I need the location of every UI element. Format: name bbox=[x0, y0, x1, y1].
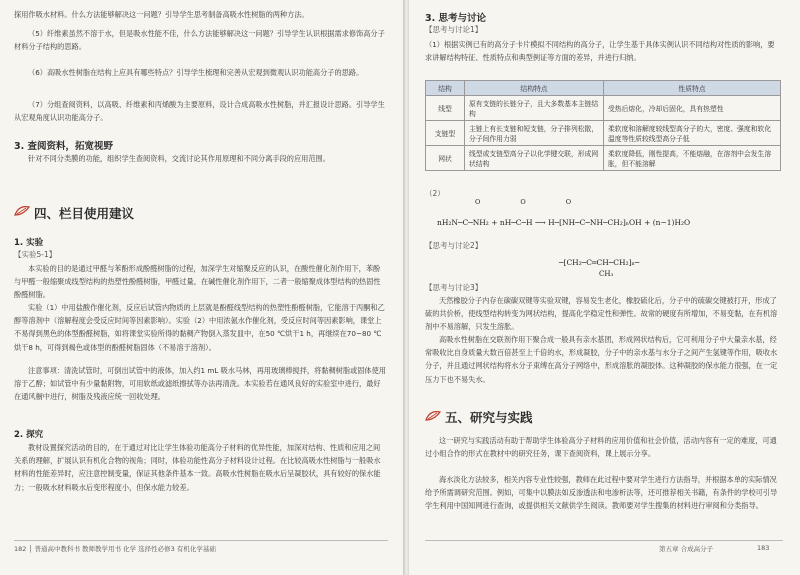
sub1-tag: 【实验5-1】 bbox=[14, 250, 57, 259]
left-footer: 182 │ 普通高中教科书 教师教学用书 化学 选择性必修3 有机化学基础 bbox=[14, 545, 216, 553]
think3-tag: 【思考与讨论3】 bbox=[425, 283, 483, 292]
think3-para-2: 高吸水性树脂在交联剂作用下聚合成一般具有亲水基团，形成网状结构后，它可利用分子中大量亲水基，经常吸收比自身质量大数百倍甚至上千倍的水，形成凝胶，分子中的亲水基与水分子之间产生氢键等作用，吸收水分子，并且通过网状结构将水分子束缚在高分子网络中，形成溶胀的凝胶体。这种凝胶的保水能力很强，在一定压力下也不易失水。 bbox=[425, 335, 778, 384]
formula2-sub: CH₃ bbox=[599, 270, 614, 278]
left-para-4: （7）分组查阅资料，以高吸、纤维素和丙烯酸为主要原料，设计合成高吸水性树脂，并汇报设计思路。引导学生从宏观角度认识功能高分子。 bbox=[14, 100, 385, 123]
sec4-title: 四、栏目使用建议 bbox=[34, 206, 135, 221]
sub1-para-3: 注意事项：清洗试管时，可倒出试管中的液体，加入约1 mL 吸水马林，再用玻璃棒搅拌，将黏稠树脂或固体使用溶于乙醇；如试管中有少量黏附物，可用软纸或滤纸擦拭等办法再清洗。本实验若在通风良好的实验室中进行，最好在通风橱中进行，树脂及残液应统一回收处理。 bbox=[14, 366, 386, 402]
q2-label: （2） bbox=[425, 189, 445, 198]
think1-tag: 【思考与讨论1】 bbox=[425, 25, 483, 34]
think1-para: （1）根据实例已有的高分子卡片模拟不同结构的高分子，让学生基于具体实例认识不同结构对性质的影响，要求讲解结构特征、性质特点和典型例证等方面的差异，并进行归纳。 bbox=[425, 40, 775, 63]
left-para-2: （5）纤维素虽然不溶于水，但是吸水性能不佳，什么方法能够解决这一问题？引导学生认识根据需求修饰高分子材料分子结构的思路。 bbox=[14, 29, 385, 52]
table-header-cell: 结构 bbox=[426, 81, 465, 96]
right-footer-rule bbox=[425, 540, 783, 541]
table-row bbox=[426, 96, 781, 121]
table-row bbox=[426, 146, 781, 171]
table-row bbox=[426, 121, 781, 146]
table-cell: 主链上有长支链和短支链，分子排列松散，分子间作用力弱 bbox=[465, 121, 604, 146]
think2-tag: 【思考与讨论2】 bbox=[425, 241, 483, 250]
think-section-title: 3. 思考与讨论 bbox=[425, 13, 487, 24]
table-cell: 柔软度降低，刚性提高，不能熔融，在溶剂中会发生溶胀，但不能溶解 bbox=[604, 146, 781, 171]
right-page bbox=[409, 0, 800, 575]
section-leaf-icon bbox=[425, 410, 441, 422]
left-para-3: （6）高吸水性树脂在结构上应具有哪些特点？引导学生梳理和完善从宏观到微观认识功能高分子的思路。 bbox=[28, 68, 364, 77]
right-footer-chapter: 第五章 合成高分子 bbox=[659, 545, 714, 553]
formula1-carbonyl: OOO bbox=[475, 198, 612, 206]
think3-para-1: 天然橡胶分子内存在碳碳双键等实验双键，容易发生老化，橡胶硫化后，分子中的硫碳交键被打开，形成了硫的共价桥，使线型结构转变为网状结构，提高化学稳定性和弹性。故常的硬度有所增加，不易变黏，在有机溶剂中不易溶解，只发生溶胀。 bbox=[425, 296, 778, 332]
table-cell: 受热后熔化，冷却后固化，具有热塑性 bbox=[604, 96, 781, 121]
table-header-cell: 结构特点 bbox=[465, 81, 604, 96]
table-cell: 支链型 bbox=[426, 121, 465, 146]
right-footer-page: 183 bbox=[757, 544, 770, 552]
sub2-title: 2. 探究 bbox=[14, 430, 44, 440]
sec5-title: 五、研究与实践 bbox=[445, 410, 533, 425]
table-cell: 网状 bbox=[426, 146, 465, 171]
sub1-para-2: 实验（1）中用盐酸作催化剂，反应后试管内物质的上层就是酚醛线型结构的热塑性酚醛树脂，它能溶于丙酮和乙醇等溶剂中（溶解程度会受反应时间等因素影响）。实验（2）中用浓氨水作催化剂，受反应时间等因素影响，课堂上不易得到黑色的体型酚醛树脂，如将课堂实验所得的黏稠产物倒入蒸发皿中，在50 ℃烘干1 h，再继续在70~80 ℃烘干8 h，可得到褐色或体型的酚醛树脂固体（不易溶于溶剂）。 bbox=[14, 303, 385, 352]
section-leaf-icon bbox=[14, 205, 30, 217]
formula2-main: ─[CH₂─C═CH─CH₂]ₙ─ bbox=[559, 258, 640, 267]
sec5-para-2: 海水淡化方法较多，相关内容专业性较强，教师在此过程中要对学生进行方法指导，并根据本单的实际情况给予所需调研究范围。例如，可集中以膜法如反渗透法和电渗析法等，还可推荐相关书籍，有条件的学校可引导学生利用中国知网进行查询，或提供相关文献供学生阅读。教师要对学生搜集的材料进行审阅和分类指导。 bbox=[425, 475, 778, 511]
sub1-para-1: 本实验的目的是通过甲醛与苯酚形成酚醛树脂的过程，加深学生对缩聚反应的认识，在酸性催化剂作用下，苯酚与甲醛一般缩聚成线型结构的热塑性酚醛树脂，甲醛过量，在碱性催化剂作用下，二者一般缩聚成体型结构的热固性酚醛树脂。 bbox=[14, 264, 381, 300]
sec3-para: 针对不同分类膜的功能，组织学生查阅资料，交流讨论其作用原理和不同分离手段的应用范围。 bbox=[28, 154, 330, 163]
structure-table bbox=[425, 80, 781, 171]
table-cell: 线型或支链型高分子以化学键交联，形成网状结构 bbox=[465, 146, 604, 171]
formula1: nH₂N─C─NH₂ + nH─C─H ⟶ H─[NH─C─NH─CH₂]ₙOH + (n−1)H₂O bbox=[437, 218, 691, 227]
table-cell: 原有支链的长链分子，且大多数基本主链结构 bbox=[465, 96, 604, 121]
left-footer-rule bbox=[14, 540, 388, 541]
left-para-1: 探用作吸水材料。什么方法能够解决这一问题？引导学生思考制备高吸水性树脂的两种方法。 bbox=[14, 10, 309, 19]
table-header-cell: 性质特点 bbox=[604, 81, 781, 96]
table-cell: 柔软度和溶解度较线型高分子的大，密度、强度和软化温度等性质较线型高分子低 bbox=[604, 121, 781, 146]
sub2-para: 教材设置探究活动的目的，在于通过对比让学生体验功能高分子材料的优异性能，加深对结构、性质和应用之间关系的理解，扩展认识有机化合物的视角；同时，体验功能性高分子材料设计过程。在比较高吸水性树脂与一般吸水材料的性能差异时，应注意控制变量，保证其他条件基本一致。高吸水性树脂在吸水后呈凝胶状，具有较好的保水能力；一般吸水材料吸水后变形程度小，但保水能力较差。 bbox=[14, 443, 381, 492]
table-cell: 线型 bbox=[426, 96, 465, 121]
sub1-title: 1. 实验 bbox=[14, 238, 44, 248]
sec3-title: 3. 查阅资料，拓宽视野 bbox=[14, 141, 114, 152]
sec5-para-1: 这一研究与实践活动有助于帮助学生体验高分子材料的应用价值和社会价值，活动内容有一定的难度，可通过小组合作的形式在教材中的研究任务，课下查阅资料，课上展示分享。 bbox=[425, 436, 777, 459]
table-header-row bbox=[426, 81, 781, 96]
